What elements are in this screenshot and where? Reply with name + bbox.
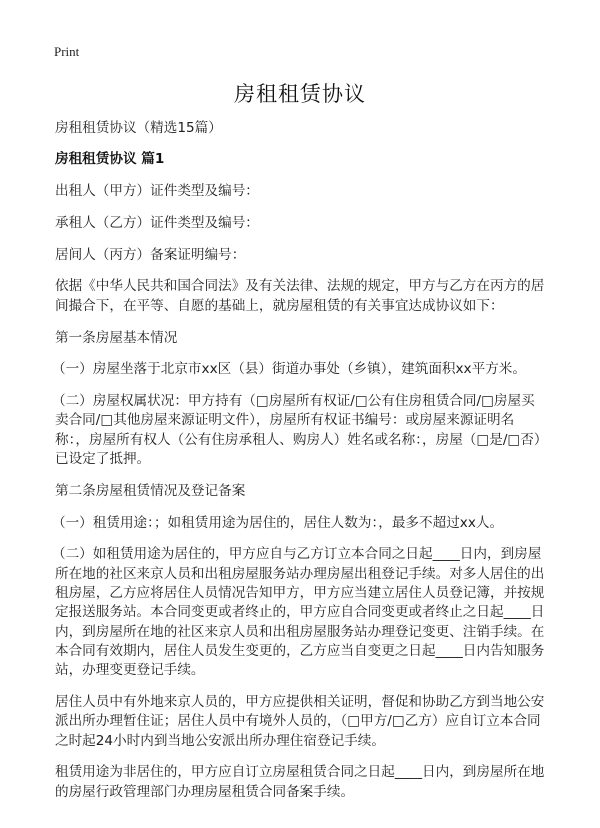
article-2-non-residential-paragraph: 租赁用途为非居住的，甲方应自订立房屋租赁合同之日起____日内，到房屋所在地的房屋行政管理部门办理房屋租赁合同备案手续。 bbox=[55, 764, 545, 800]
intermediary-id-field: 居间人（丙方）备案证明编号： bbox=[55, 246, 246, 263]
article-1-clause-2: （二）房屋权属状况：甲方持有（□房屋所有权证/□公有住房租赁合同/□房屋买卖合同/□其他房屋来源证明文件），房屋所有权证书编号：或房屋来源证明名称：，房屋所有权人（公有住房承租人、购房人）姓名或名称：，房屋（□是/□否）已设定了抵押。 bbox=[52, 393, 541, 468]
article-1-clause-1: （一）房屋坐落于北京市xx区（县）街道办事处（乡镇），建筑面积xx平方米。 bbox=[52, 361, 526, 378]
document-title: 房租租赁协议 bbox=[234, 82, 366, 106]
print-link[interactable]: Print bbox=[54, 44, 80, 59]
document-subtitle: 房租租赁协议（精选15篇） bbox=[55, 120, 222, 136]
lessor-id-field: 出租人（甲方）证件类型及编号： bbox=[55, 183, 259, 200]
article-2-residents-paragraph: 居住人员中有外地来京人员的，甲方应提供相关证明，督促和协助乙方到当地公安派出所办理暂住证；居住人员中有境外人员的，（□甲方/□乙方）应自订立本合同之时起24小时内到当地公安派出所办理住宿登记手续。 bbox=[55, 694, 545, 749]
lessee-id-field: 承租人（乙方）证件类型及编号： bbox=[55, 214, 259, 231]
article-2-clause-2: （二）如租赁用途为居住的，甲方应自与乙方订立本合同之日起____日内，到房屋所在地的社区来京人员和出租房屋服务站办理房屋出租登记手续。对多人居住的出租房屋，乙方应将居住人员情况告知甲方，甲方应当建立居住人员登记簿，并按规定报送服务站。本合同变更或者终止的，甲方应自合同变更或者终止之日起____日内，到房屋所在地的社区来京人员和出租房屋服务站办理登记变更、注销手续。在本合同有效期内，居住人员发生变更的，乙方应当自变更之日起____日内告知服务站，办理变更登记手续。 bbox=[52, 546, 545, 679]
article-1-heading: 第一条房屋基本情况 bbox=[55, 329, 178, 346]
section-heading: 房租租赁协议 篇1 bbox=[55, 151, 165, 168]
document-body bbox=[52, 119, 547, 815]
article-2-heading: 第二条房屋租赁情况及登记备案 bbox=[55, 482, 246, 499]
article-2-clause-1: （一）租赁用途：；如租赁用途为居住的，居住人数为：，最多不超过xx人。 bbox=[52, 514, 504, 531]
preamble-paragraph: 依据《中华人民共和国合同法》及有关法律、法规的规定，甲方与乙方在丙方的居间撮合下，在平等、自愿的基础上，就房屋租赁的有关事宜达成协议如下： bbox=[55, 278, 545, 314]
